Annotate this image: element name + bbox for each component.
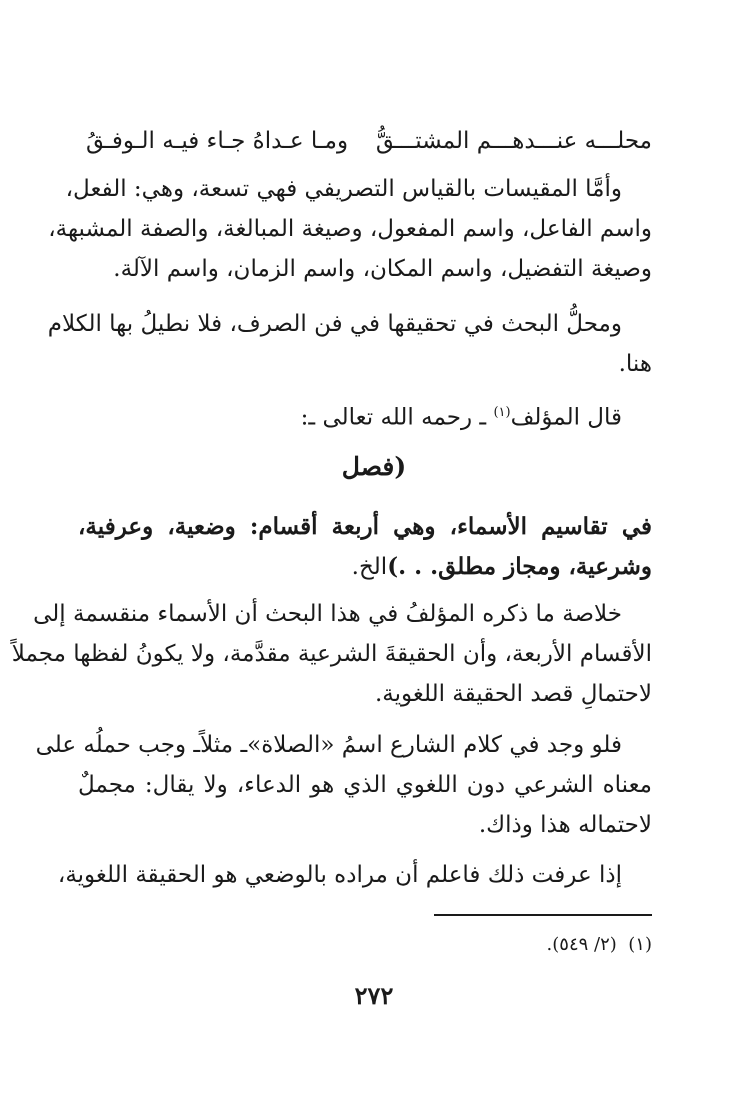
paragraph-line: فلو وجد في كلام الشارع اسمُ «الصلاة»ـ مثلاًـ وجب حملُه على: [35, 732, 622, 758]
paragraph-line: معناه الشرعي دون اللغوي الذي هو الدعاء، ولا يقال: مجملٌ: [78, 772, 652, 798]
paragraph-line: وصيغة التفضيل، واسم المكان، واسم الزمان، واسم الآلة.: [113, 256, 652, 282]
author-intro-tail: ـ رحمه الله تعالى ـ:: [300, 404, 487, 431]
page-number: ٢٧٢: [354, 981, 394, 1010]
paragraph-line: إذا عرفت ذلك فاعلم أن مراده بالوضعي هو الحقيقة اللغوية،: [57, 862, 622, 888]
verse-first-hemistich: محلـــه عنـــدهـــم المشتـــقُّ: [375, 128, 652, 154]
footnote-reference: (١): [493, 405, 511, 420]
footnote: [547, 932, 652, 958]
paragraph-line: وأمَّا المقيسات بالقياس التصريفي فهي تسعة، وهي: الفعل،: [65, 176, 622, 202]
paragraph-line: هنا.: [618, 351, 652, 377]
paragraph-line: الأقسام الأربعة، وأن الحقيقةَ الشرعية مقدَّمة، ولا يكونُ لفظها مجملاً: [11, 641, 652, 667]
footnote-separator: [434, 914, 652, 916]
quoted-line-bold: وشرعية، ومجاز مطلق. . .): [387, 553, 652, 580]
quoted-line: في تقاسيم الأسماء، وهي أربعة أقسام: وضعية، وعرفية،: [78, 513, 652, 540]
paragraph-line: خلاصة ما ذكره المؤلفُ في هذا البحث أن الأسماء منقسمة إلى: [33, 601, 622, 627]
paragraph-line: لاحتماله هذا وذاك.: [478, 812, 652, 838]
paragraph-line: لاحتمالِ قصد الحقيقة اللغوية.: [374, 681, 652, 707]
footnote-text: (٢/ ٥٤٩).: [546, 934, 617, 955]
quoted-line-last: [78, 552, 652, 582]
author-intro-text: قال المؤلف: [510, 404, 622, 431]
paragraph-line: واسم الفاعل، واسم المفعول، وصيغة المبالغة، والصفة المشبهة،: [48, 216, 652, 242]
quoted-tail: الخ.: [351, 554, 388, 580]
section-heading: (فصل: [341, 452, 407, 481]
author-intro-line: [78, 398, 622, 433]
paragraph-line: ومحلُّ البحث في تحقيقها في فن الصرف، فلا نطيلُ بها الكلام: [47, 311, 622, 337]
footnote-mark: (١): [628, 934, 652, 955]
verse-second-hemistich: ومـا عـداهُ جـاء فيـه الـوفـقُ: [86, 128, 349, 154]
